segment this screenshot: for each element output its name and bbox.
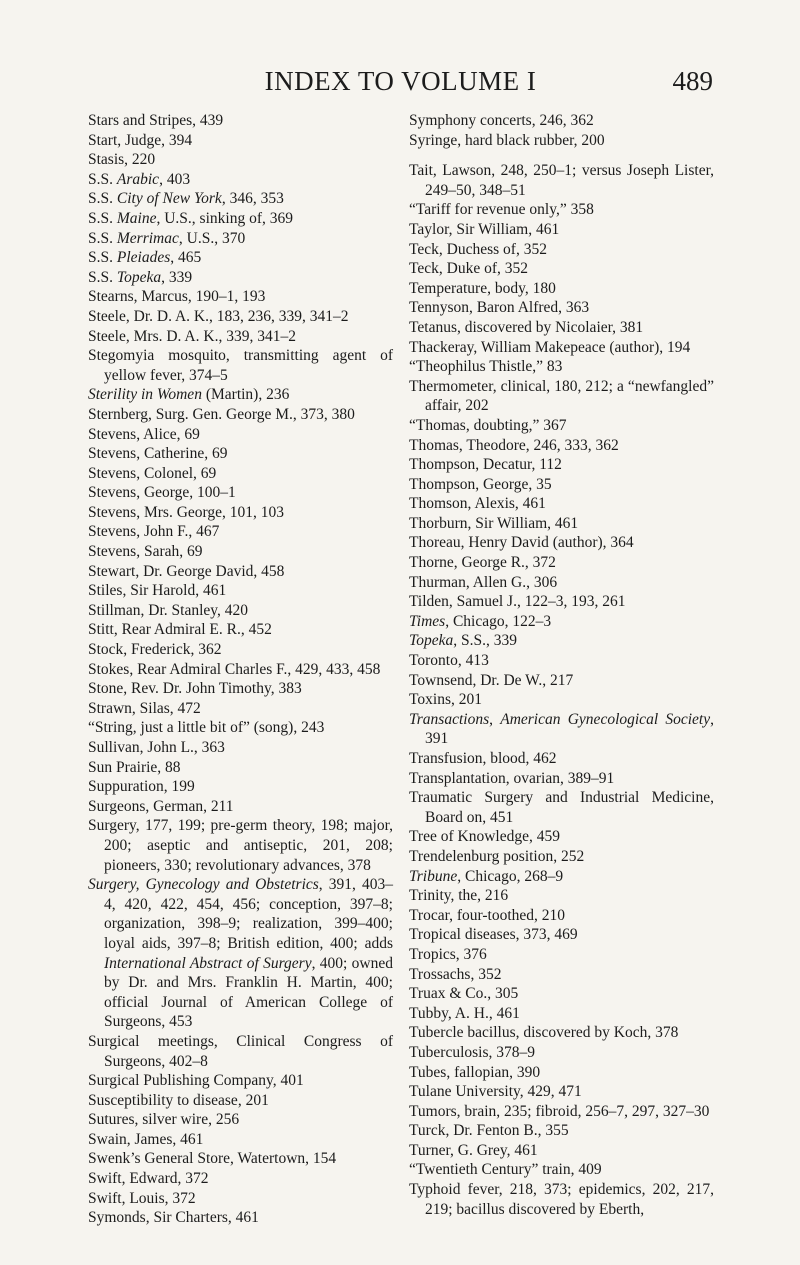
index-entry: Stiles, Sir Harold, 461 xyxy=(88,582,227,600)
index-entry: Toxins, 201 xyxy=(409,691,482,709)
index-entry: Transfusion, blood, 462 xyxy=(409,750,557,767)
index-entry: Tetanus, discovered by Nicolaier, 381 xyxy=(409,318,644,336)
index-entry: Symphony concerts, 246, 362 xyxy=(409,112,594,129)
index-entry: Stars and Stripes, 439 xyxy=(88,112,224,129)
index-entry: Thorne, George R., 372 xyxy=(409,554,556,572)
index-entry: Stewart, Dr. George David, 458 xyxy=(88,562,285,580)
index-entry: Tait, Lawson, 248, 250–1; versus Joseph Lister, 249–50, 348–51 xyxy=(409,162,714,199)
index-entry: Truax & Co., 305 xyxy=(409,985,519,1003)
index-entry: “String, just a little bit of” (song), 243 xyxy=(88,719,325,737)
index-entry: Sutures, silver wire, 256 xyxy=(88,1111,240,1129)
index-entry: Tropics, 376 xyxy=(409,945,487,963)
page-header xyxy=(88,66,713,100)
index-entry: S.S. Arabic, 403 xyxy=(88,170,191,188)
index-entry: Susceptibility to disease, 201 xyxy=(88,1091,269,1109)
index-entry: Tree of Knowledge, 459 xyxy=(409,828,560,846)
index-entry: Tubby, A. H., 461 xyxy=(409,1004,520,1022)
index-entry: Typhoid fever, 218, 373; epidemics, 202, 217, 219; bacillus discovered by Eberth, xyxy=(409,1181,714,1218)
index-entry: Trocar, four-toothed, 210 xyxy=(409,906,566,924)
index-entry: Thompson, George, 35 xyxy=(409,475,552,493)
running-title: INDEX TO VOLUME I xyxy=(264,66,537,96)
index-entry: Townsend, Dr. De W., 217 xyxy=(409,671,574,689)
index-entry: Stone, Rev. Dr. John Timothy, 383 xyxy=(88,680,302,698)
index-entry: Tuberculosis, 378–9 xyxy=(409,1043,536,1061)
index-entry: Sterility in Women (Martin), 236 xyxy=(88,386,290,404)
index-entry: Swift, Edward, 372 xyxy=(88,1170,209,1188)
index-entry: Trinity, the, 216 xyxy=(409,887,509,905)
index-entry: Stevens, Sarah, 69 xyxy=(88,543,203,561)
index-entry: S.S. Topeka, 339 xyxy=(88,268,193,286)
index-entry: Times, Chicago, 122–3 xyxy=(409,612,552,630)
index-entry: Sun Prairie, 88 xyxy=(88,758,181,776)
index-entry: Sternberg, Surg. Gen. George M., 373, 380 xyxy=(88,405,355,423)
index-entry: Thackeray, William Makepeace (author), 194 xyxy=(409,338,691,356)
index-entry: Stokes, Rear Admiral Charles F., 429, 433, 458 xyxy=(88,660,381,678)
index-entry: Syringe, hard black rubber, 200 xyxy=(409,131,605,149)
index-entry: Tubes, fallopian, 390 xyxy=(409,1063,541,1081)
index-entry: Tubercle bacillus, discovered by Koch, 378 xyxy=(409,1024,679,1042)
index-entry: “Twentieth Century” train, 409 xyxy=(409,1161,602,1179)
index-entry: Thomas, Theodore, 246, 333, 362 xyxy=(409,436,619,454)
page-number: 489 xyxy=(672,66,713,96)
index-entry: Suppuration, 199 xyxy=(88,778,195,796)
index-entry: Teck, Duchess of, 352 xyxy=(409,240,547,258)
index-entry: Turck, Dr. Fenton B., 355 xyxy=(409,1122,569,1140)
index-entry: Stevens, Alice, 69 xyxy=(88,425,200,443)
index-entry: Stevens, Colonel, 69 xyxy=(88,464,217,482)
index-entry: Thurman, Allen G., 306 xyxy=(409,573,558,591)
index-entry: Tumors, brain, 235; fibroid, 256–7, 297, 327–30 xyxy=(409,1102,710,1120)
index-entry: Stitt, Rear Admiral E. R., 452 xyxy=(88,621,272,639)
index-entry: Traumatic Surgery and Industrial Medicine, Board on, 451 xyxy=(409,789,714,826)
index-entry: Thorburn, Sir William, 461 xyxy=(409,514,579,532)
index-entry: Strawn, Silas, 472 xyxy=(88,699,201,717)
index-entry: Transactions, American Gynecological Society, 391 xyxy=(409,710,714,748)
index-entry: Thoreau, Henry David (author), 364 xyxy=(409,534,634,552)
index-entry: Surgeons, German, 211 xyxy=(88,797,234,815)
index-entry: Surgery, 177, 199; pre-germ theory, 198; major, 200; aseptic and antiseptic, 201, 208; pioneers, 330; revolutionary advances, 378 xyxy=(88,817,393,874)
index-entry: Steele, Dr. D. A. K., 183, 236, 339, 341–2 xyxy=(88,307,349,325)
index-entry: “Tariff for revenue only,” 358 xyxy=(409,201,594,219)
index-entry: Swenk’s General Store, Watertown, 154 xyxy=(88,1150,337,1168)
index-entry: Toronto, 413 xyxy=(409,652,489,670)
index-entry: S.S. Pleiades, 465 xyxy=(88,249,202,267)
index-entry: Stearns, Marcus, 190–1, 193 xyxy=(88,288,266,306)
index-entry: Teck, Duke of, 352 xyxy=(409,260,529,278)
index-entry: Temperature, body, 180 xyxy=(409,279,556,297)
index-entry: Trendelenburg position, 252 xyxy=(409,847,585,865)
index-entry: Trossachs, 352 xyxy=(409,965,502,983)
index-entry: Stasis, 220 xyxy=(88,151,156,169)
index-entry: Stock, Frederick, 362 xyxy=(88,641,222,659)
index-entry: Surgical Publishing Company, 401 xyxy=(88,1072,304,1090)
index-entry: S.S. Maine, U.S., sinking of, 369 xyxy=(88,209,293,227)
index-entry: Tulane University, 429, 471 xyxy=(409,1083,582,1101)
index-entry: S.S. City of New York, 346, 353 xyxy=(88,190,284,208)
index-entry: Tribune, Chicago, 268–9 xyxy=(409,867,564,885)
index-column-right xyxy=(409,111,714,1219)
index-entry: Stevens, John F., 467 xyxy=(88,523,220,541)
index-entry: Tennyson, Baron Alfred, 363 xyxy=(409,299,590,317)
index-entry: Swift, Louis, 372 xyxy=(88,1189,196,1207)
index-entry: Stevens, George, 100–1 xyxy=(88,484,236,502)
index-entry: Stevens, Mrs. George, 101, 103 xyxy=(88,503,285,521)
index-entry: Swain, James, 461 xyxy=(88,1130,204,1148)
index-entry: Sullivan, John L., 363 xyxy=(88,739,225,756)
index-entry: Start, Judge, 394 xyxy=(88,131,193,149)
index-entry: Thomson, Alexis, 461 xyxy=(409,495,546,513)
index-entry: Stegomyia mosquito, transmitting agent of yellow fever, 374–5 xyxy=(88,347,393,384)
index-entry: Transplantation, ovarian, 389–91 xyxy=(409,769,615,787)
index-entry: Thompson, Decatur, 112 xyxy=(409,456,562,474)
index-entry: S.S. Merrimac, U.S., 370 xyxy=(88,229,246,247)
index-entry: Thermometer, clinical, 180, 212; a “newfangled” affair, 202 xyxy=(409,377,714,415)
index-entry: “Theophilus Thistle,” 83 xyxy=(409,358,563,376)
index-entry: Tilden, Samuel J., 122–3, 193, 261 xyxy=(409,593,626,611)
index-entry: Taylor, Sir William, 461 xyxy=(409,220,560,238)
index-entry: Topeka, S.S., 339 xyxy=(409,632,517,650)
index-entry: Surgical meetings, Clinical Congress of Surgeons, 402–8 xyxy=(88,1032,393,1070)
index-entry: Stillman, Dr. Stanley, 420 xyxy=(88,601,249,619)
index-entry: Stevens, Catherine, 69 xyxy=(88,445,228,463)
index-entry: Turner, G. Grey, 461 xyxy=(409,1141,538,1159)
index-column-left xyxy=(88,111,393,1228)
index-entry: “Thomas, doubting,” 367 xyxy=(409,416,567,434)
index-entry: Tropical diseases, 373, 469 xyxy=(409,926,578,944)
index-entry: Symonds, Sir Charters, 461 xyxy=(88,1209,259,1227)
index-entry: Steele, Mrs. D. A. K., 339, 341–2 xyxy=(88,327,296,345)
index-entry: Surgery, Gynecology and Obstetrics, 391, 403–4, 420, 422, 454, 456; conception, 397–8; organization, 398–9; realization, 399–400; loyal aids, 397–8; British edition, 400; adds International Abstract of Surgery, 400; owned by Dr. and Mrs. Franklin H. Martin, 400; official Journal of American College of Surgeons, 453 xyxy=(88,876,393,1031)
